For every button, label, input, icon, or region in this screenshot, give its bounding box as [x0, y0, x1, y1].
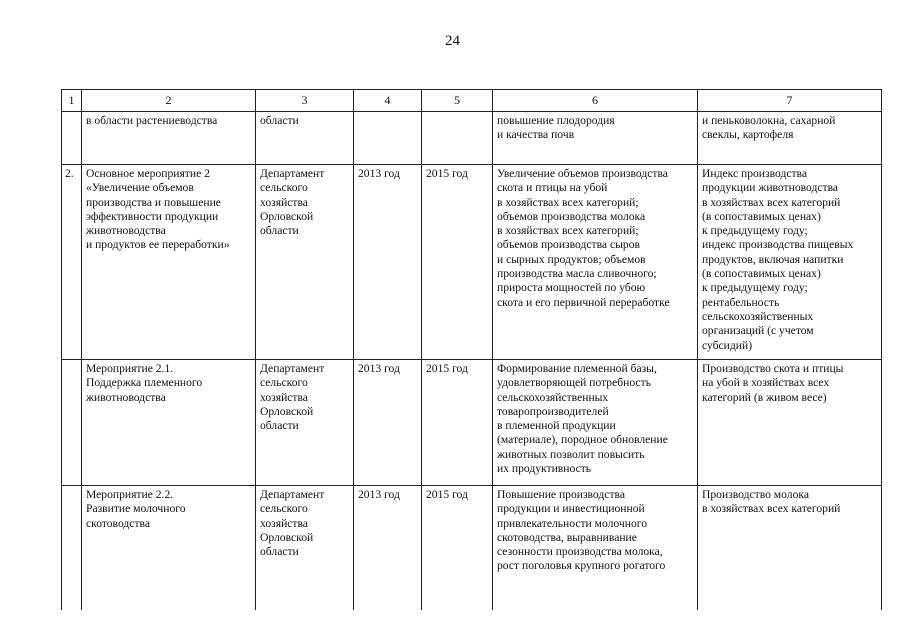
start-year-cell: 2013 год — [354, 360, 422, 486]
column-header: 5 — [422, 90, 493, 112]
row-number-cell — [62, 486, 82, 611]
column-header: 4 — [354, 90, 422, 112]
end-year-cell: 2015 год — [422, 165, 493, 360]
table-header-row — [62, 90, 882, 112]
executor-cell: Департамент сельского хозяйства Орловской области — [256, 165, 354, 360]
indicator-cell: Производство молока в хозяйствах всех категорий — [698, 486, 882, 611]
expected-result-cell: Повышение производства продукции и инвестиционной привлекательности молочного скотоводства, выравнивание сезонности производства молока, рост поголовья крупного рогатого — [493, 486, 698, 611]
measures-table — [61, 89, 882, 610]
row-number-cell: 2. — [62, 165, 82, 360]
measure-name-cell: Мероприятие 2.2. Развитие молочного скотоводства — [82, 486, 256, 611]
table-row — [62, 112, 882, 165]
expected-result-cell: Увеличение объемов производства скота и птицы на убой в хозяйствах всех категорий; объемов производства молока в хозяйствах всех категорий; объемов производства сыров и сырных продуктов; объемов производства масла сливочного; прироста мощностей по убою скота и его первичной переработке — [493, 165, 698, 360]
row-number-cell — [62, 112, 82, 165]
executor-cell: области — [256, 112, 354, 165]
executor-cell: Департамент сельского хозяйства Орловской области — [256, 486, 354, 611]
indicator-cell: и пеньковолокна, сахарной свеклы, картофеля — [698, 112, 882, 165]
executor-cell: Департамент сельского хозяйства Орловской области — [256, 360, 354, 486]
table-row — [62, 165, 882, 360]
measure-name-cell: в области растениеводства — [82, 112, 256, 165]
page-number: 24 — [445, 33, 460, 49]
measure-name-cell: Мероприятие 2.1. Поддержка племенного животноводства — [82, 360, 256, 486]
expected-result-cell: повышение плодородия и качества почв — [493, 112, 698, 165]
table-row — [62, 360, 882, 486]
row-number-cell — [62, 360, 82, 486]
expected-result-cell: Формирование племенной базы, удовлетворяющей потребность сельскохозяйственных товаропроизводителей в племенной продукции (материале), породное обновление животных позволит повысить их продуктивность — [493, 360, 698, 486]
measure-name-cell: Основное мероприятие 2 «Увеличение объемов производства и повышение эффективности продукции животноводства и продуктов ее переработки» — [82, 165, 256, 360]
table-row — [62, 486, 882, 611]
column-header: 1 — [62, 90, 82, 112]
column-header: 7 — [698, 90, 882, 112]
end-year-cell: 2015 год — [422, 360, 493, 486]
column-header: 3 — [256, 90, 354, 112]
start-year-cell — [354, 112, 422, 165]
end-year-cell — [422, 112, 493, 165]
column-header: 6 — [493, 90, 698, 112]
indicator-cell: Производство скота и птицы на убой в хозяйствах всех категорий (в живом весе) — [698, 360, 882, 486]
end-year-cell: 2015 год — [422, 486, 493, 611]
start-year-cell: 2013 год — [354, 486, 422, 611]
column-header: 2 — [82, 90, 256, 112]
start-year-cell: 2013 год — [354, 165, 422, 360]
indicator-cell: Индекс производства продукции животноводства в хозяйствах всех категорий (в сопоставимых ценах) к предыдущему году; индекс производства пищевых продуктов, включая напитки (в сопоставимых ценах) к предыдущему году; рентабельность сельскохозяйственных организаций (с учетом субсидий) — [698, 165, 882, 360]
